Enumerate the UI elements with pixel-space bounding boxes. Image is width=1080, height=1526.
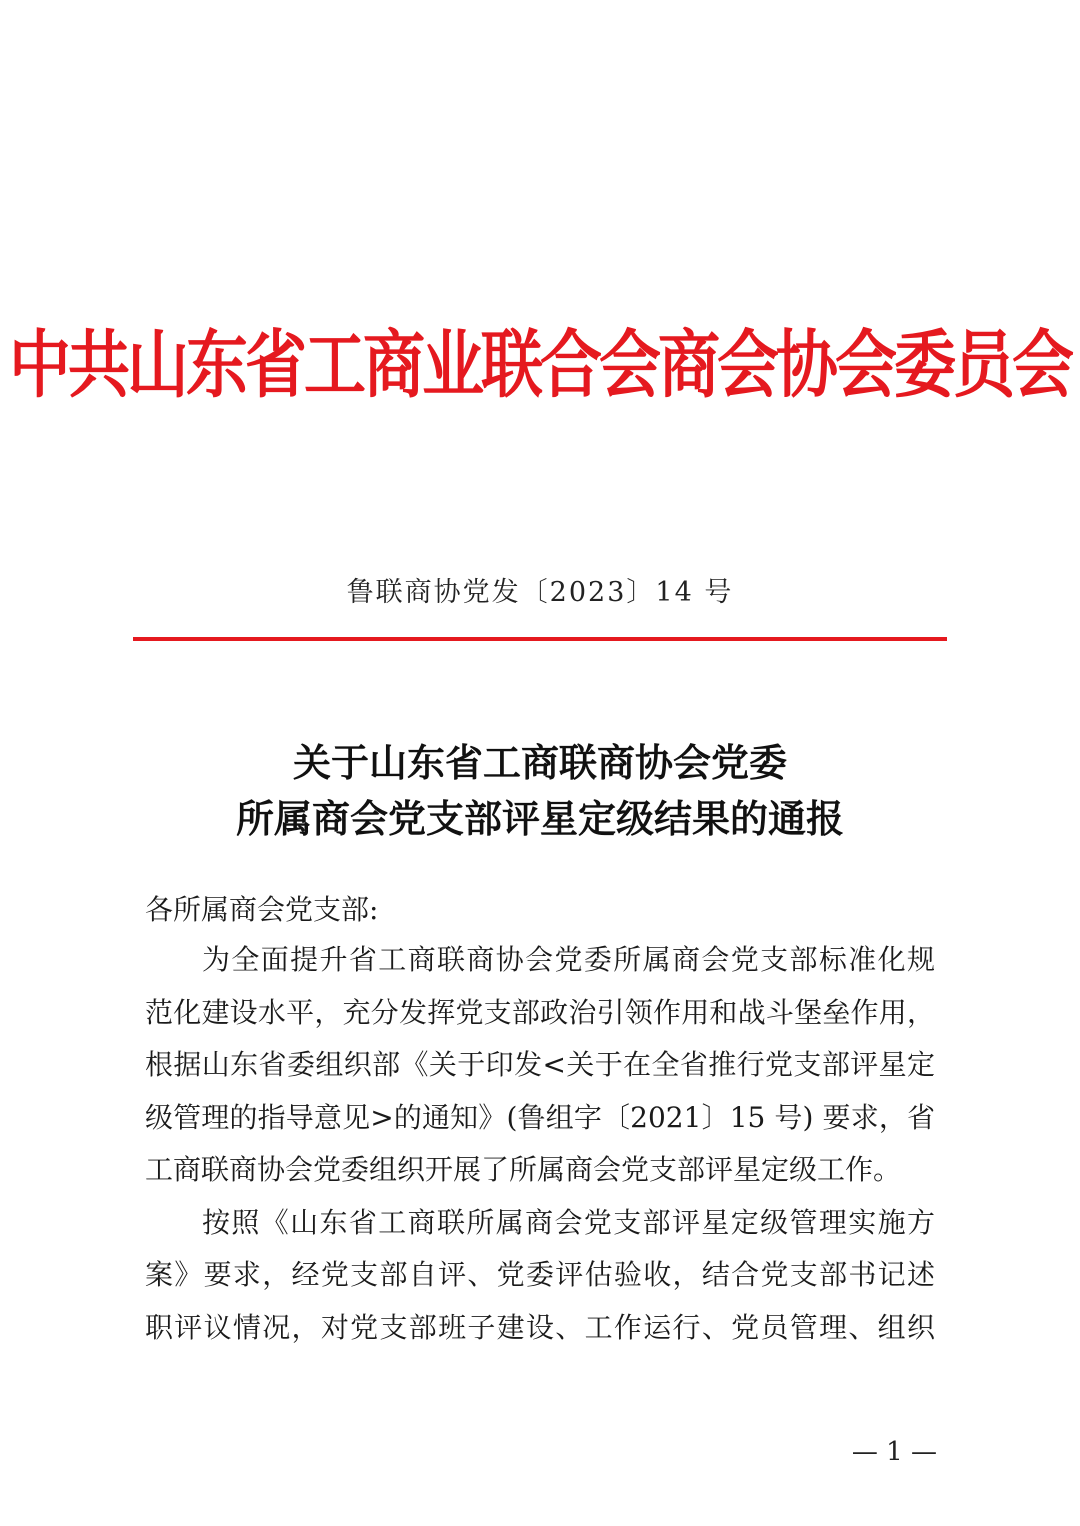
salutation: 各所属商会党支部:: [145, 893, 379, 926]
page-number: — 1 —: [851, 1437, 937, 1467]
body-line: 职评议情况，对党支部班子建设、工作运行、党员管理、组织: [145, 1310, 935, 1344]
body-text: [145, 934, 935, 1354]
body-line: 为全面提升省工商联商协会党委所属商会党支部标准化规: [202, 943, 935, 976]
body-line: 按照《山东省工商联所属商会党支部评星定级管理实施方: [202, 1205, 935, 1239]
document-title: [0, 735, 1080, 847]
document-number: 鲁联商协党发〔2023〕14 号: [346, 577, 734, 608]
body-line: 范化建设水平，充分发挥党支部政治引领作用和战斗堡垒作用，: [145, 995, 935, 1029]
body-line: 级管理的指导意见>的通知》(鲁组字〔2021〕15 号) 要求，省: [145, 1100, 935, 1134]
issuing-organization-header: 中共山东省工商业联合会商会协会委员会: [8, 321, 1071, 408]
title-line-1: 关于山东省工商联商协会党委: [292, 740, 787, 785]
red-divider-line: [133, 637, 947, 641]
title-line-2: 所属商会党支部评星定级结果的通报: [235, 796, 844, 841]
body-line: 案》要求，经党支部自评、党委评估验收，结合党支部书记述: [145, 1258, 935, 1291]
body-line: 工商联商协会党委组织开展了所属商会党支部评星定级工作。: [145, 1153, 902, 1186]
body-line: 根据山东省委组织部《关于印发<关于在全省推行党支部评星定: [145, 1048, 935, 1081]
